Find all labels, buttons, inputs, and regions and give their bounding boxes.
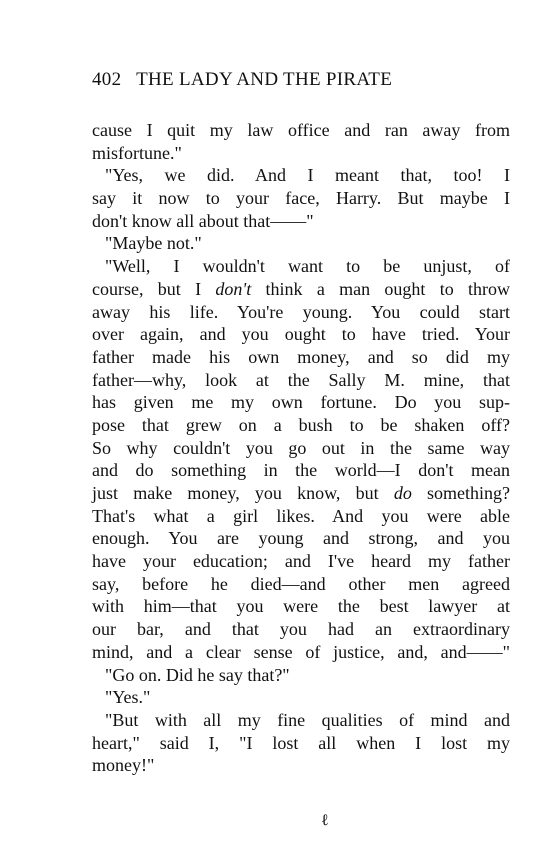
body-text xyxy=(92,119,510,777)
text-run: father—why, look at the Sally M. mine, that xyxy=(92,369,510,390)
text-line xyxy=(92,414,510,437)
text-line xyxy=(92,505,510,528)
text-run: heart," said I, "I lost all when I lost my xyxy=(92,732,510,753)
text-run: cause I quit my law office and ran away from xyxy=(92,120,510,140)
signature-mark: ℓ xyxy=(321,812,329,829)
text-run: "Yes." xyxy=(105,687,151,708)
text-run: "Well, I wouldn't want to be unjust, of xyxy=(105,256,510,277)
text-run: money!" xyxy=(92,755,155,776)
page-number: 402 xyxy=(92,69,122,90)
text-line xyxy=(92,641,510,664)
text-run: and do something in the world—I don't mean xyxy=(92,460,510,481)
text-run: misfortune." xyxy=(92,142,182,163)
text-line xyxy=(92,732,510,755)
text-line xyxy=(92,164,510,187)
text-run: say, before he died—and other men agreed xyxy=(92,573,510,594)
text-run: something? xyxy=(411,483,510,503)
text-line xyxy=(92,255,510,278)
text-line xyxy=(92,210,510,233)
text-line xyxy=(92,232,510,255)
text-line xyxy=(92,369,510,392)
text-run: That's what a girl likes. And you were able xyxy=(92,505,510,526)
text-run: think a man ought to throw xyxy=(251,278,510,299)
text-line xyxy=(92,278,510,301)
text-run: has given me my own fortune. Do you sup- xyxy=(92,392,510,413)
text-line xyxy=(92,346,510,369)
text-line xyxy=(92,573,510,596)
text-run: over again, and you ought to have tried. Your xyxy=(92,324,510,345)
text-run: "Go on. Did he say that?" xyxy=(105,664,290,685)
text-line xyxy=(92,550,510,573)
text-line xyxy=(92,301,510,324)
text-line xyxy=(92,437,510,460)
text-line xyxy=(92,686,510,709)
text-run: have your education; and I've heard my father xyxy=(92,551,510,572)
italic-text: don't xyxy=(215,278,252,299)
text-line xyxy=(92,527,510,550)
text-run: don't know all about that——" xyxy=(92,210,314,231)
text-run: "Yes, we did. And I meant that, too! I xyxy=(105,165,510,186)
text-line xyxy=(92,618,510,641)
text-run: just make money, you know, but xyxy=(92,483,394,503)
text-run: "Maybe not." xyxy=(105,233,202,254)
text-run: mind, and a clear sense of justice, and, and——" xyxy=(92,641,510,662)
text-line xyxy=(92,664,510,687)
text-line xyxy=(92,323,510,346)
text-run: "But with all my fine qualities of mind and xyxy=(105,709,510,730)
text-line xyxy=(92,754,510,777)
text-line xyxy=(92,187,510,210)
italic-text: do xyxy=(393,483,412,503)
running-title: THE LADY AND THE PIRATE xyxy=(136,69,393,90)
text-run: So why couldn't you go out in the same way xyxy=(92,437,510,458)
text-line xyxy=(92,482,510,505)
text-run: course, but I xyxy=(92,278,216,299)
text-run: father made his own money, and so did my xyxy=(92,346,510,367)
text-run: enough. You are young and strong, and you xyxy=(92,528,510,549)
running-header xyxy=(92,69,392,91)
text-line xyxy=(92,119,510,142)
text-run: pose that grew on a bush to be shaken off? xyxy=(92,414,510,435)
text-run: say it now to your face, Harry. But maybe I xyxy=(92,188,510,209)
text-line xyxy=(92,709,510,732)
text-run: away his life. You're young. You could start xyxy=(92,301,510,322)
text-run: our bar, and that you had an extraordinary xyxy=(92,619,510,640)
text-line xyxy=(92,142,510,165)
text-line xyxy=(92,391,510,414)
text-run: with him—that you were the best lawyer at xyxy=(92,596,510,617)
text-line xyxy=(92,595,510,618)
text-line xyxy=(92,459,510,482)
